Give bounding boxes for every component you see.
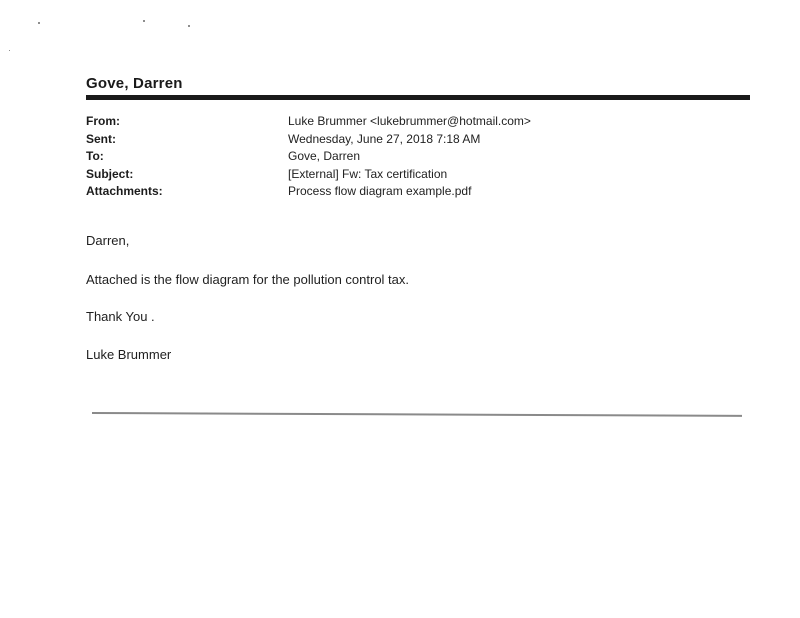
attachments-label: Attachments: <box>86 184 163 198</box>
header-divider <box>86 95 750 100</box>
footer-divider <box>92 412 742 417</box>
subject-value: [External] Fw: Tax certification <box>288 166 448 181</box>
sent-value: Wednesday, June 27, 2018 7:18 AM <box>288 131 481 146</box>
subject-label: Subject: <box>86 166 134 181</box>
email-greeting: Darren, <box>86 233 130 248</box>
from-label: From: <box>86 114 120 128</box>
scan-speck <box>9 50 10 51</box>
to-label: To: <box>86 149 104 163</box>
email-meta-labels <box>86 113 163 201</box>
from-value: Luke Brummer <lukebrummer@hotmail.com> <box>288 114 531 128</box>
email-closing: Thank You . <box>86 309 155 324</box>
email-message: Attached is the flow diagram for the pollution control tax. <box>86 272 410 287</box>
to-value: Gove, Darren <box>288 149 361 163</box>
email-meta-values <box>288 113 531 201</box>
email-signature: Luke Brummer <box>86 347 172 362</box>
scan-speck <box>143 20 145 22</box>
scan-speck <box>188 25 190 27</box>
scan-speck <box>38 22 40 24</box>
sent-label: Sent: <box>86 131 116 146</box>
mailbox-owner-name: Gove, Darren <box>86 75 183 92</box>
attachments-value: Process flow diagram example.pdf <box>288 184 472 198</box>
